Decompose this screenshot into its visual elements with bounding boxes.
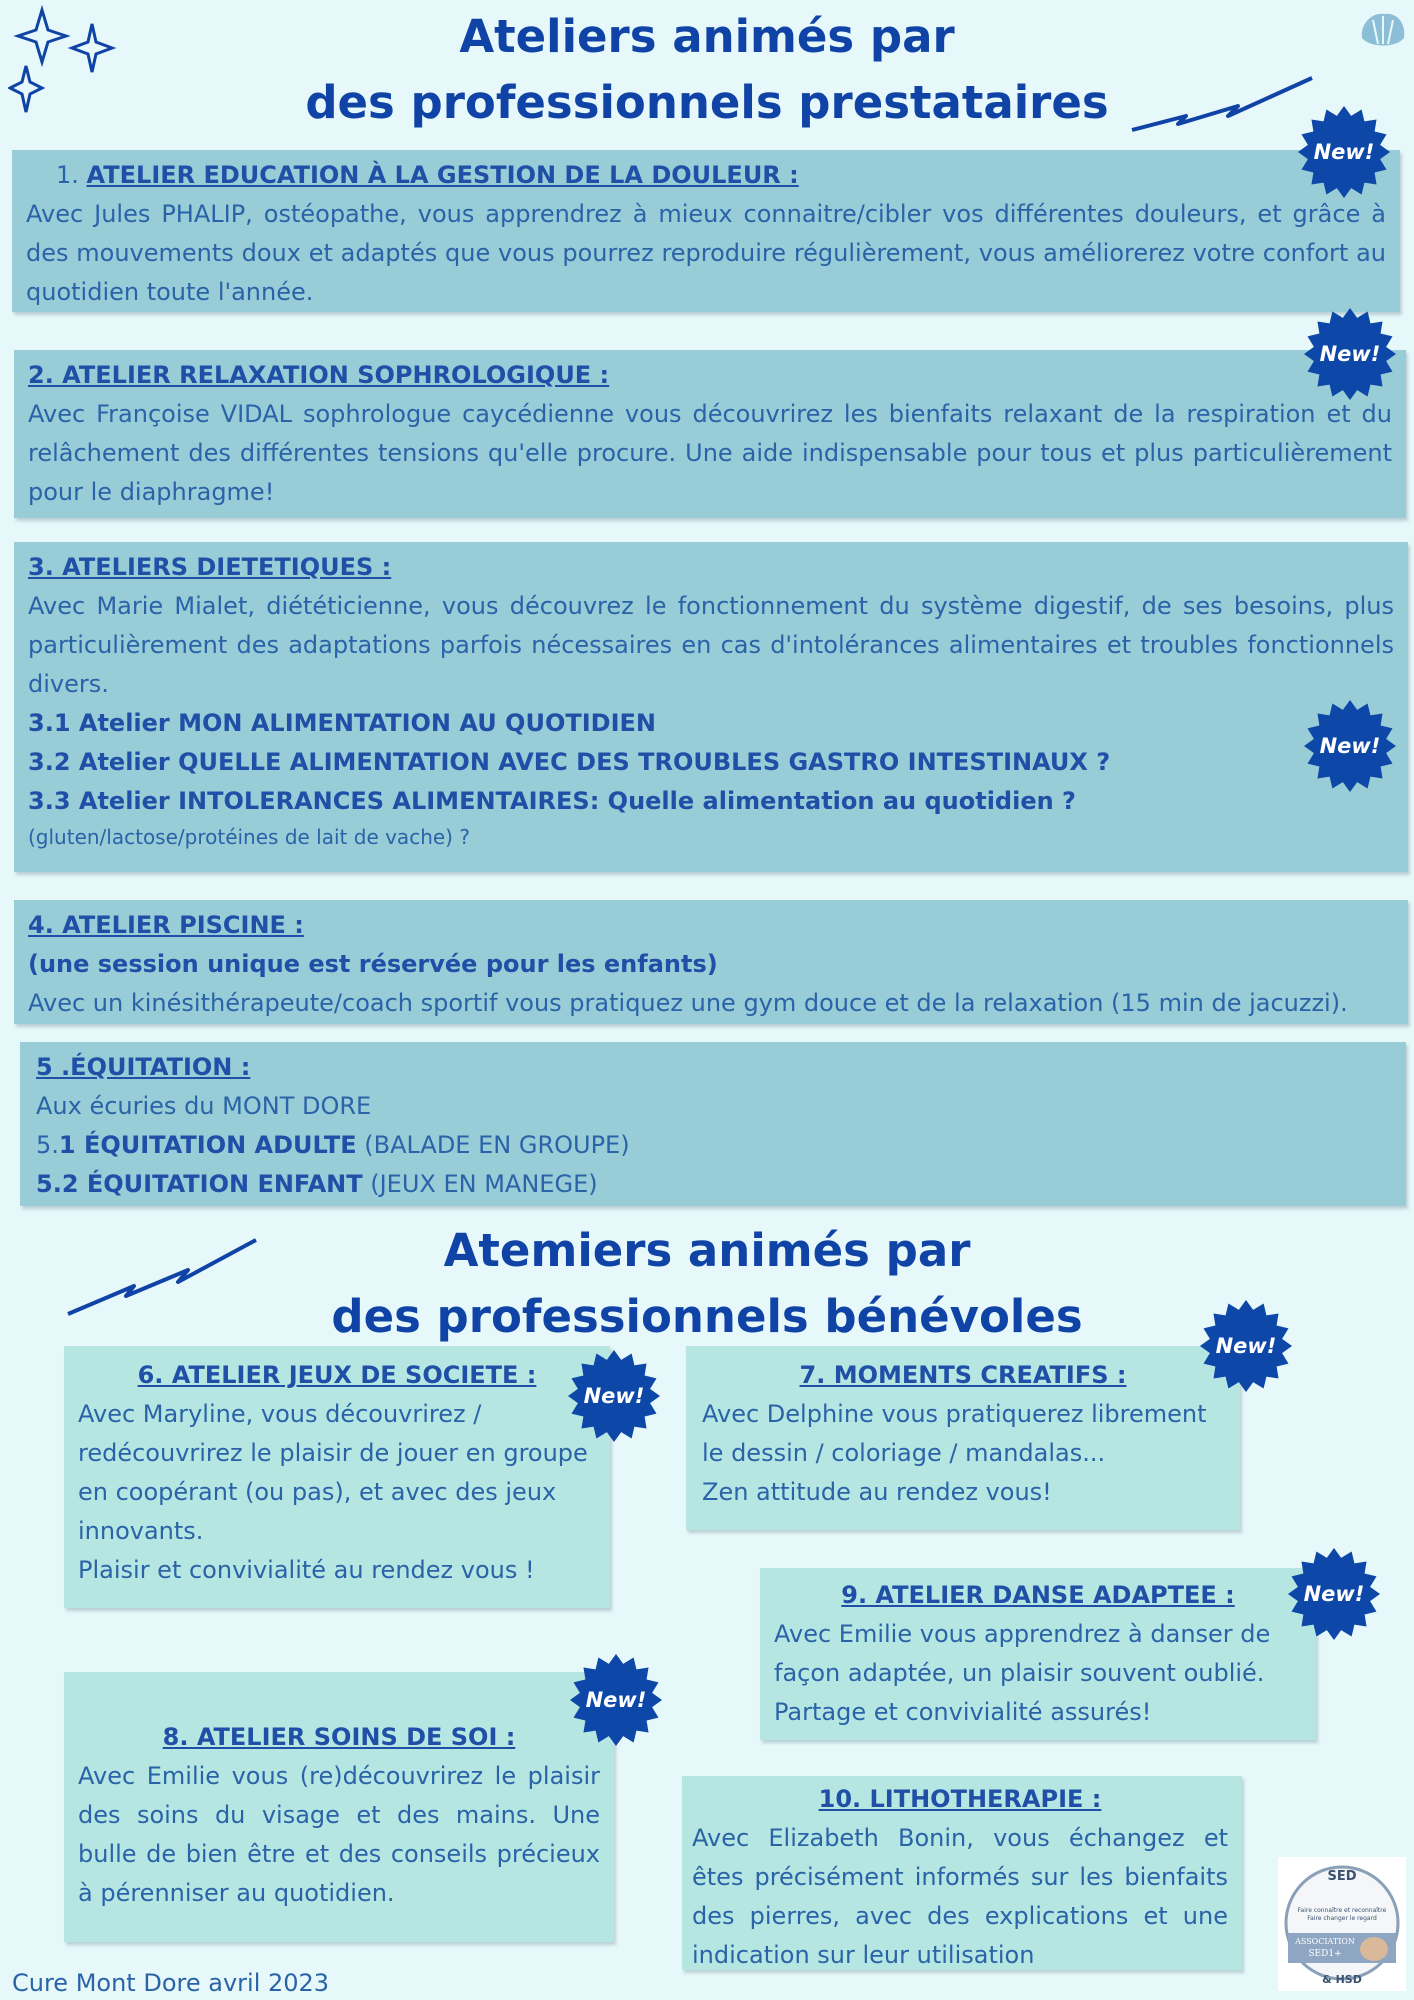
association-logo: [1278, 1857, 1406, 1991]
workshop-9-heading: 9. ATELIER DANSE ADAPTEE :: [841, 1581, 1235, 1609]
workshop-7-card: [686, 1346, 1240, 1530]
section-title-prestataires: [0, 4, 1414, 136]
workshop-5-sub2-title: 5.2 ÉQUITATION ENFANT: [36, 1170, 363, 1198]
workshop-5-card: [20, 1042, 1406, 1206]
workshop-1-number: 1.: [56, 161, 79, 189]
workshop-7-text2: Zen attitude au rendez vous!: [702, 1478, 1052, 1506]
section-title-line1: Ateliers animés par: [459, 10, 955, 63]
section-title-line1: Atemiers animés par: [443, 1224, 971, 1277]
workshop-4-note: (une session unique est réservée pour les enfants): [28, 950, 718, 978]
footer-text: Cure Mont Dore avril 2023: [12, 1969, 330, 1997]
workshop-2-heading: 2. ATELIER RELAXATION SOPHROLOGIQUE :: [28, 361, 610, 389]
workshop-8-text: Avec Emilie vous (re)découvrirez le plaisir des soins du visage et des mains. Une bulle de bien être et des conseils précieux à pérenniser au quotidien.: [78, 1762, 600, 1907]
workshop-9-card: [760, 1568, 1316, 1740]
workshop-3-sub2: 3.2 Atelier QUELLE ALIMENTATION AVEC DES TROUBLES GASTRO INTESTINAUX ?: [28, 748, 1111, 776]
workshop-2-card: [14, 350, 1406, 518]
workshop-10-heading: 10. LITHOTHERAPIE :: [818, 1785, 1102, 1813]
workshop-5-text: Aux écuries du MONT DORE: [36, 1092, 372, 1120]
workshop-4-text: Avec un kinésithérapeute/coach sportif vous pratiquez une gym douce et de la relaxation (15 min de jacuzzi).: [28, 989, 1348, 1017]
workshop-3-sub3: 3.3 Atelier INTOLERANCES ALIMENTAIRES: Quelle alimentation au quotidien ?: [28, 787, 1076, 815]
new-badge-label: New!: [1319, 342, 1381, 366]
workshop-5-sub1-detail: (BALADE EN GROUPE): [356, 1131, 630, 1159]
new-badge-label: New!: [583, 1384, 645, 1408]
new-badge-label: New!: [585, 1688, 647, 1712]
new-badge-icon: [1304, 308, 1396, 400]
section-title-line2: des professionnels prestataires: [305, 76, 1109, 129]
workshop-6-text: Avec Maryline, vous découvrirez / redécouvrirez le plaisir de jouer en groupe en coopérant (ou pas), et avec des jeux innovants.: [78, 1400, 588, 1545]
workshop-1-card: [12, 150, 1400, 312]
section-title-line2: des professionnels bénévoles: [331, 1290, 1083, 1343]
workshop-5-heading: 5 .ÉQUITATION :: [36, 1053, 251, 1081]
new-badge-label: New!: [1319, 734, 1381, 758]
new-badge-icon: [1200, 1300, 1292, 1392]
workshop-6-card: [64, 1346, 610, 1608]
workshop-5-sub2: [36, 1165, 1392, 1204]
workshop-2-text: Avec Françoise VIDAL sophrologue caycédienne vous découvrirez les bienfaits relaxant de la respiration et du relâchement des différentes tensions qu'elle procure. Une aide indispensable pour tous et plus particulièrement pour le diaphragme!: [28, 400, 1392, 506]
workshop-7-text: Avec Delphine vous pratiquerez librement le dessin / coloriage / mandalas...: [702, 1400, 1207, 1467]
new-badge-icon: [570, 1654, 662, 1746]
workshop-3-heading: 3. ATELIERS DIETETIQUES :: [28, 553, 392, 581]
new-badge-icon: [1288, 1548, 1380, 1640]
workshop-4-heading: 4. ATELIER PISCINE :: [28, 911, 304, 939]
workshop-5-sub1-prefix: 5.: [36, 1131, 59, 1159]
logo-line1: Faire connaître et reconnaître: [1297, 1907, 1387, 1914]
new-badge-icon: [568, 1350, 660, 1442]
logo-name1: ASSOCIATION: [1295, 1937, 1355, 1946]
new-badge-label: New!: [1215, 1334, 1277, 1358]
workshop-10-text: Avec Elizabeth Bonin, vous échangez et êtes précisément informés sur les bienfaits des pierres, avec des explications et une indication sur leur utilisation: [692, 1824, 1228, 1969]
new-badge-icon: [1304, 700, 1396, 792]
workshop-1-text: Avec Jules PHALIP, ostéopathe, vous apprendrez à mieux connaitre/cibler vos différentes douleurs, et grâce à des mouvements doux et adaptés que vous pourrez reproduire régulièrement, vous améliorerez votre confort au quotidien toute l'année.: [26, 200, 1386, 306]
workshop-6-heading: 6. ATELIER JEUX DE SOCIETE :: [137, 1361, 537, 1389]
logo-bottom: & HSD: [1322, 1973, 1362, 1986]
workshop-1-heading: ATELIER EDUCATION À LA GESTION DE LA DOULEUR :: [86, 161, 799, 189]
new-badge-icon: [1298, 106, 1390, 198]
workshop-3-text: Avec Marie Mialet, diététicienne, vous découvrez le fonctionnement du système digestif, de ses besoins, plus particulièrement des adaptations parfois nécessaires en cas d'intolérances alimentaires et troubles fonctionnels divers.: [28, 592, 1394, 698]
workshop-4-card: [14, 900, 1408, 1024]
workshop-9-text2: Partage et convivialité assurés!: [774, 1698, 1152, 1726]
logo-line2: Faire changer le regard: [1307, 1915, 1377, 1922]
logo-name2: SED1+: [1308, 1949, 1342, 1959]
workshop-6-text2: Plaisir et convivialité au rendez vous !: [78, 1556, 535, 1584]
workshop-5-sub2-detail: (JEUX EN MANEGE): [362, 1170, 598, 1198]
workshop-5-sub1: [36, 1126, 1392, 1165]
workshop-5-sub1-title: 1 ÉQUITATION ADULTE: [58, 1131, 357, 1159]
workshop-3-sub1: 3.1 Atelier MON ALIMENTATION AU QUOTIDIEN: [28, 709, 656, 737]
workshop-7-heading: 7. MOMENTS CREATIFS :: [799, 1361, 1127, 1389]
new-badge-label: New!: [1303, 1582, 1365, 1606]
new-badge-label: New!: [1313, 140, 1375, 164]
workshop-8-card: [64, 1672, 614, 1942]
workshop-3-card: [14, 542, 1408, 872]
workshop-3-sub3-note: (gluten/lactose/protéines de lait de vache) ?: [28, 825, 470, 849]
workshop-10-card: [682, 1776, 1242, 1970]
workshop-9-text: Avec Emilie vous apprendrez à danser de façon adaptée, un plaisir souvent oublié.: [774, 1620, 1271, 1687]
workshop-8-heading: 8. ATELIER SOINS DE SOI :: [162, 1723, 516, 1751]
logo-top: SED: [1327, 1869, 1357, 1884]
